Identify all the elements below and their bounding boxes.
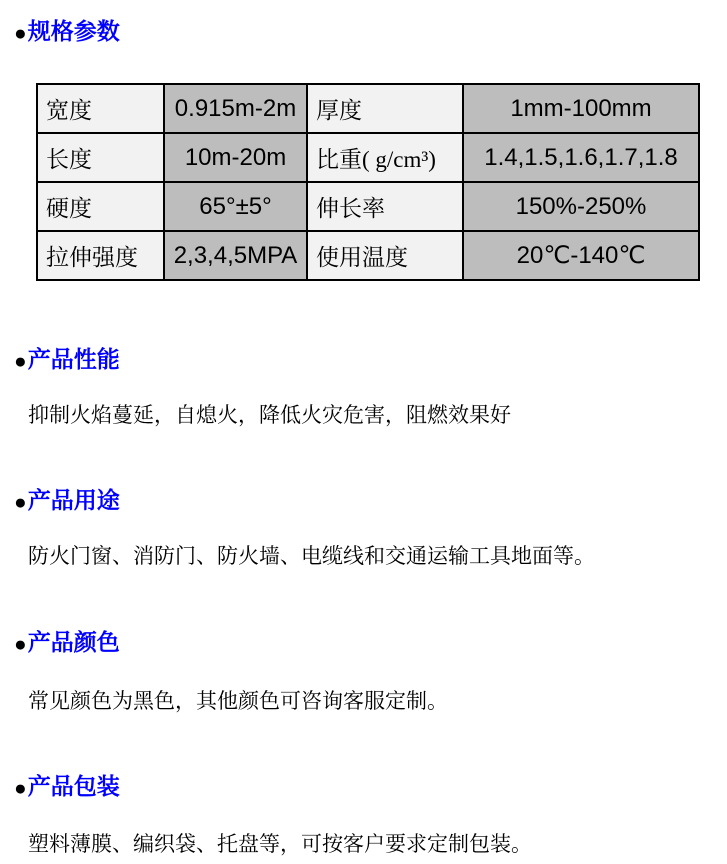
section-body-packaging: 塑料薄膜、编织袋、托盘等，可按客户要求定制包装。 <box>28 832 532 856</box>
section-title-specs: 规格参数 <box>27 18 120 44</box>
product-spec-page <box>0 18 727 864</box>
spec-label-density: 比重( g/cm³) <box>307 133 463 182</box>
spec-value-width: 0.915m-2m <box>164 84 307 133</box>
spec-label-length: 长度 <box>37 133 164 182</box>
spec-label-tensile: 拉伸强度 <box>37 231 164 280</box>
spec-label-thickness: 厚度 <box>307 84 463 133</box>
spec-value-elongation: 150%-250% <box>463 182 699 231</box>
section-title-color: 产品颜色 <box>27 629 120 655</box>
section-body-color: 常见颜色为黑色，其他颜色可咨询客服定制。 <box>28 689 448 713</box>
bullet-icon: ● <box>14 777 27 800</box>
section-body-performance: 抑制火焰蔓延，自熄火，降低火灾危害，阻燃效果好 <box>28 403 511 427</box>
spec-value-thickness: 1mm-100mm <box>463 84 699 133</box>
bullet-icon: ● <box>14 633 27 656</box>
section-body-usage: 防火门窗、消防门、防火墙、电缆线和交通运输工具地面等。 <box>28 544 595 568</box>
table-row <box>37 84 699 133</box>
section-title-usage: 产品用途 <box>27 487 120 513</box>
table-row <box>37 231 699 280</box>
table-row <box>37 182 699 231</box>
spec-label-temperature: 使用温度 <box>307 231 463 280</box>
section-heading-packaging <box>14 773 727 802</box>
spec-label-hardness: 硬度 <box>37 182 164 231</box>
spec-value-tensile: 2,3,4,5MPA <box>164 231 307 280</box>
spec-label-elongation: 伸长率 <box>307 182 463 231</box>
section-heading-color <box>14 629 727 658</box>
section-heading-specs <box>14 18 727 47</box>
bullet-icon: ● <box>14 491 27 514</box>
spec-value-density: 1.4,1.5,1.6,1.7,1.8 <box>463 133 699 182</box>
section-heading-performance <box>14 346 727 375</box>
section-heading-usage <box>14 487 727 516</box>
table-row <box>37 133 699 182</box>
bullet-icon: ● <box>14 350 27 373</box>
spec-label-width: 宽度 <box>37 84 164 133</box>
spec-table <box>36 83 700 281</box>
bullet-icon: ● <box>14 22 27 45</box>
section-title-packaging: 产品包装 <box>27 773 120 799</box>
spec-value-hardness: 65°±5° <box>164 182 307 231</box>
section-title-performance: 产品性能 <box>27 346 120 372</box>
spec-value-length: 10m-20m <box>164 133 307 182</box>
spec-value-temperature: 20℃-140℃ <box>463 231 699 280</box>
